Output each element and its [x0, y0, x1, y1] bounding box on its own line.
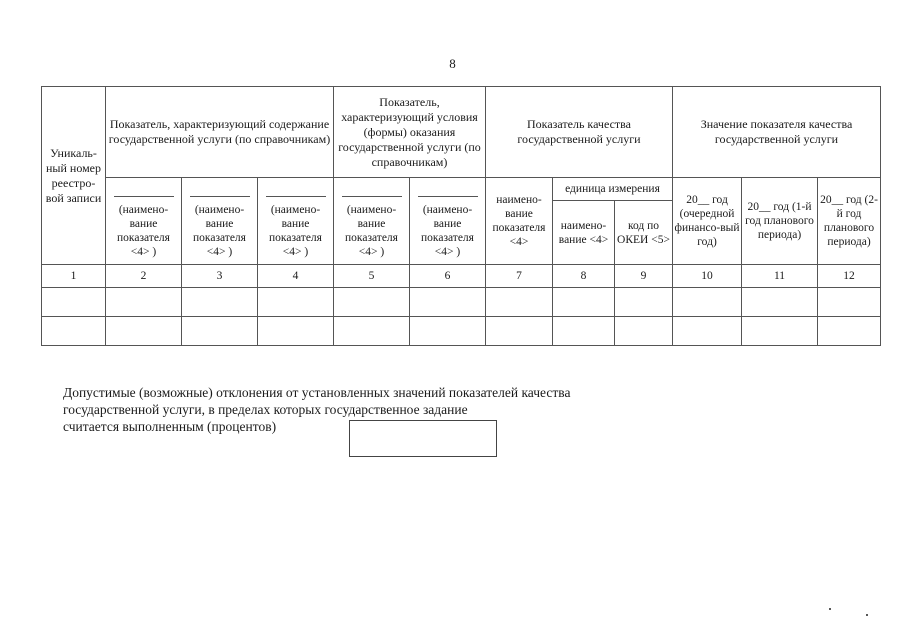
table-cell[interactable]: [410, 288, 486, 317]
col-number: 9: [615, 265, 673, 288]
col-number: 10: [673, 265, 742, 288]
scan-speck: [866, 614, 868, 616]
content-param-2: (наимено-вание показателя <4> ): [182, 178, 258, 265]
year-3: 20__ год (2-й год планового периода): [818, 178, 881, 265]
col-number: 4: [258, 265, 334, 288]
deviation-note-line: государственной услуги, в пределах которых государственное задание: [63, 402, 468, 417]
header-unique-number: Уникаль-ный номер реестро-вой записи: [42, 87, 106, 265]
col-number: 1: [42, 265, 106, 288]
col-number: 8: [553, 265, 615, 288]
indicator-name: наимено-вание показателя <4>: [486, 178, 553, 265]
col-number: 7: [486, 265, 553, 288]
page-number: 8: [449, 56, 456, 71]
col-number: 2: [106, 265, 182, 288]
conditions-param-2: (наимено-вание показателя <4> ): [410, 178, 486, 265]
table-row: [42, 288, 881, 317]
table-cell[interactable]: [42, 317, 106, 346]
year-1: 20__ год (очередной финансо-вый год): [673, 178, 742, 265]
deviation-percent-field[interactable]: [349, 420, 497, 457]
table-cell[interactable]: [42, 288, 106, 317]
table-cell[interactable]: [486, 317, 553, 346]
year-2: 20__ год (1-й год планового периода): [742, 178, 818, 265]
header-conditions-indicator: Показатель, характеризующий условия (формы) оказания государственной услуги (по справочникам): [334, 87, 486, 178]
col-number: 6: [410, 265, 486, 288]
table-cell[interactable]: [673, 317, 742, 346]
unit-name: наимено-вание <4>: [553, 201, 615, 265]
content-param-1: (наимено-вание показателя <4> ): [106, 178, 182, 265]
table-cell[interactable]: [106, 288, 182, 317]
header-quality-indicator: Показатель качества государственной услуги: [486, 87, 673, 178]
col-number: 12: [818, 265, 881, 288]
quality-indicators-table: [41, 86, 881, 346]
deviation-note-line: Допустимые (возможные) отклонения от установленных значений показателей качества: [63, 385, 571, 400]
table-cell[interactable]: [182, 288, 258, 317]
okei-code: код по ОКЕИ <5>: [615, 201, 673, 265]
table-cell[interactable]: [742, 288, 818, 317]
table-cell[interactable]: [615, 288, 673, 317]
col-number: 11: [742, 265, 818, 288]
scan-speck: [829, 608, 831, 610]
header-content-indicator: Показатель, характеризующий содержание государственной услуги (по справочникам): [106, 87, 334, 178]
table-cell[interactable]: [553, 317, 615, 346]
table-cell[interactable]: [106, 317, 182, 346]
col-number: 5: [334, 265, 410, 288]
table-cell[interactable]: [334, 288, 410, 317]
table-cell[interactable]: [334, 317, 410, 346]
header-quality-value: Значение показателя качества государственной услуги: [673, 87, 881, 178]
unit-header: единица измерения: [553, 178, 673, 201]
table-cell[interactable]: [818, 317, 881, 346]
table-cell[interactable]: [258, 288, 334, 317]
table-cell[interactable]: [615, 317, 673, 346]
table-cell[interactable]: [673, 288, 742, 317]
table-cell[interactable]: [258, 317, 334, 346]
table-row: [42, 317, 881, 346]
conditions-param-1: (наимено-вание показателя <4> ): [334, 178, 410, 265]
table-cell[interactable]: [742, 317, 818, 346]
col-number: 3: [182, 265, 258, 288]
table-cell[interactable]: [818, 288, 881, 317]
table-cell[interactable]: [486, 288, 553, 317]
table-cell[interactable]: [410, 317, 486, 346]
table-cell[interactable]: [182, 317, 258, 346]
deviation-note-line: считается выполненным (процентов): [63, 419, 277, 434]
table-cell[interactable]: [553, 288, 615, 317]
content-param-3: (наимено-вание показателя <4> ): [258, 178, 334, 265]
